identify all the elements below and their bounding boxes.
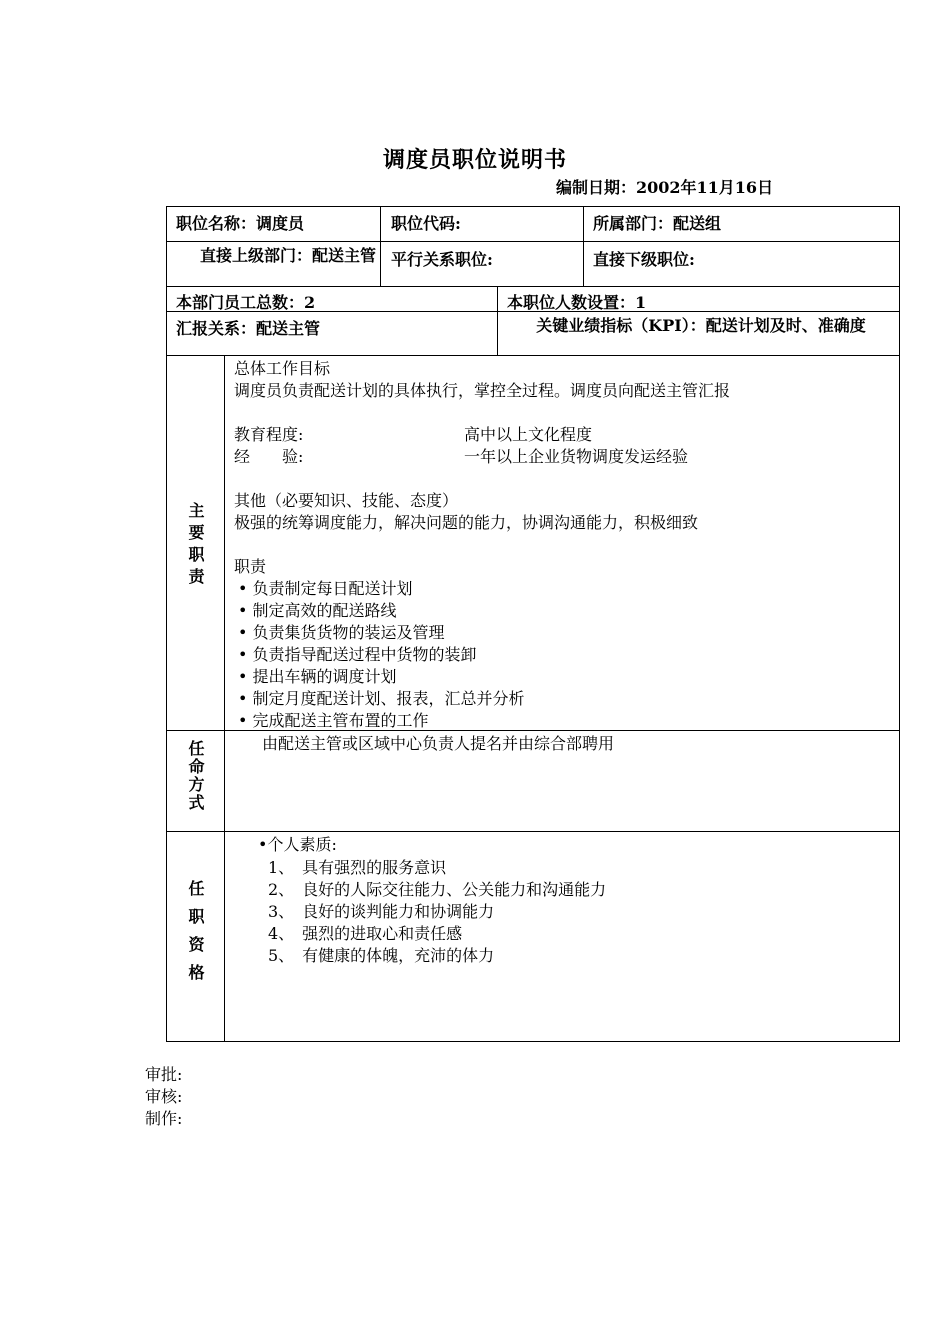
qualifications-label: 任职资格 bbox=[186, 880, 205, 992]
qualification-item: 3、 良好的谈判能力和协调能力 bbox=[268, 902, 495, 921]
experience-label: 经 验: bbox=[234, 447, 304, 466]
position-headcount: 本职位人数设置：1 bbox=[507, 293, 647, 312]
subordinate-position: 直接下级职位: bbox=[593, 250, 695, 269]
kpi: 关键业绩指标（KPI）：配送计划及时、准确度 bbox=[536, 316, 866, 335]
education-label: 教育程度: bbox=[234, 425, 304, 444]
col-divider bbox=[497, 286, 498, 355]
report-to: 汇报关系：配送主管 bbox=[176, 319, 321, 338]
row-divider bbox=[166, 286, 900, 287]
qualification-item: 5、 有健康的体魄，充沛的体力 bbox=[268, 946, 495, 965]
experience-value: 一年以上企业货物调度发运经验 bbox=[464, 447, 689, 466]
qualification-item: 4、 强烈的进取心和责任感 bbox=[268, 924, 463, 943]
qualification-item: 1、 具有强烈的服务意识 bbox=[268, 858, 447, 877]
goal-text: 调度员负责配送计划的具体执行，掌控全过程。调度员向配送主管汇报 bbox=[234, 381, 731, 400]
dept-staff-total: 本部门员工总数：2 bbox=[176, 293, 316, 312]
duty-item: • 制定月度配送计划、报表，汇总并分析 bbox=[238, 689, 525, 708]
col-divider bbox=[224, 355, 225, 1042]
duty-item: • 负责集货货物的装运及管理 bbox=[238, 623, 445, 642]
appointment-text: 由配送主管或区域中心负责人提名并由综合部聘用 bbox=[262, 734, 615, 753]
other-text: 极强的统筹调度能力，解决问题的能力，协调沟通能力，积极细致 bbox=[234, 513, 699, 532]
document-title: 调度员职位说明书 bbox=[382, 147, 567, 173]
compile-date: 编制日期：2002年11月16日 bbox=[556, 178, 774, 197]
col-divider bbox=[583, 206, 584, 286]
qualification-item: 2、 良好的人际交往能力、公关能力和沟通能力 bbox=[268, 880, 607, 899]
parallel-position: 平行关系职位: bbox=[391, 250, 493, 269]
row-divider bbox=[166, 831, 900, 832]
main-duties-label: 主要职责 bbox=[186, 502, 205, 590]
duties-heading: 职责 bbox=[234, 557, 267, 576]
col-divider bbox=[380, 206, 381, 286]
position-code: 职位代码: bbox=[391, 214, 461, 233]
prepare-label: 制作: bbox=[145, 1109, 183, 1128]
row-divider bbox=[166, 241, 900, 242]
row-divider bbox=[166, 355, 900, 356]
goal-heading: 总体工作目标 bbox=[234, 359, 331, 378]
duty-item: • 负责指导配送过程中货物的装卸 bbox=[238, 645, 477, 664]
duty-item: • 提出车辆的调度计划 bbox=[238, 667, 397, 686]
superior-dept: 直接上级部门：配送主管 bbox=[199, 246, 376, 265]
duty-item: • 完成配送主管布置的工作 bbox=[238, 711, 429, 730]
duty-item: • 制定高效的配送路线 bbox=[238, 601, 397, 620]
department: 所属部门：配送组 bbox=[593, 214, 722, 233]
education-value: 高中以上文化程度 bbox=[464, 425, 593, 444]
other-heading: 其他（必要知识、技能、态度） bbox=[234, 491, 459, 510]
qualifications-heading: •个人素质: bbox=[258, 835, 337, 854]
review-label: 审核: bbox=[145, 1087, 183, 1106]
approve-label: 审批: bbox=[145, 1065, 183, 1084]
appointment-label: 任命方式 bbox=[186, 740, 205, 812]
duty-item: • 负责制定每日配送计划 bbox=[238, 579, 413, 598]
position-name: 职位名称：调度员 bbox=[176, 214, 305, 233]
